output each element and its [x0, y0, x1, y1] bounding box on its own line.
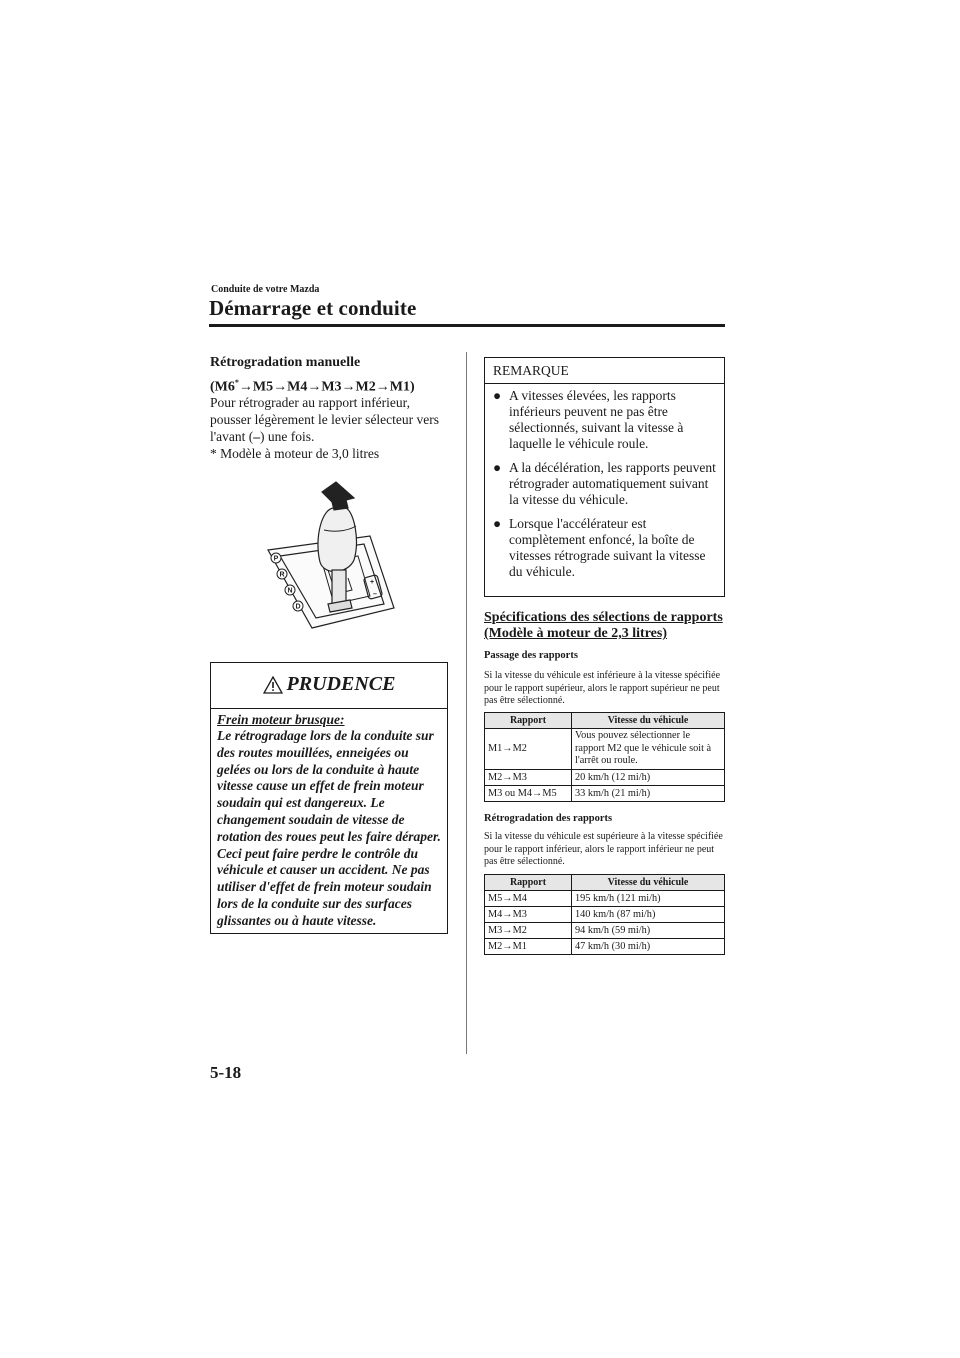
- gear-label-d: D: [295, 603, 301, 611]
- table-row: [485, 729, 725, 770]
- upshift-text: Si la vitesse du véhicule est inférieure à la vitesse spécifiée pour le rapport supérieur, alors le rapport supérieur ne peut pas être sélectionné.: [484, 670, 721, 706]
- caution-body: Le rétrogradage lors de la conduite sur des routes mouillées, enneigées ou gelées ou lors de la conduite à haute vitesse cause un effet de frein moteur soudain qui est dangereux. Le changement soudain de vitesse de rotation des roues peut les faire déraper. Ceci peut faire perdre le contrôle du véhicule et causer un accident. Ne pas utiliser d'effet de frein moteur soudain lors de la conduite sur des surfaces glissantes ou à haute vitesse.: [217, 728, 441, 928]
- page-title: Démarrage et conduite: [209, 296, 417, 320]
- speed-cell: 195 km/h (121 mi/h): [572, 891, 725, 907]
- spec-title-line1: Spécifications des sélections de rapports: [484, 610, 723, 625]
- gear-label-r: R: [279, 571, 285, 579]
- table-row: [485, 923, 725, 939]
- caution-box: [210, 662, 448, 934]
- upshift-table: [484, 712, 725, 802]
- note-item-text: Lorsque l'accélérateur est complètement enfoncé, la boîte de vitesses rétrograde suivant la vitesse du véhicule.: [509, 516, 706, 579]
- caution-separator: [211, 708, 447, 709]
- downshift-heading: Rétrogradation des rapports: [484, 813, 613, 824]
- column-header-gear: Rapport: [485, 713, 572, 729]
- manual-plus-label: +: [369, 579, 375, 586]
- caution-heading-text: PRUDENCE: [286, 673, 396, 695]
- instruction-after: ) une fois.: [260, 429, 315, 444]
- title-rule: [209, 324, 725, 327]
- column-header-gear: Rapport: [485, 875, 572, 891]
- page-number: 5-18: [210, 1063, 242, 1082]
- warning-triangle-icon: [263, 676, 283, 694]
- speed-cell: 94 km/h (59 mi/h): [572, 923, 725, 939]
- shift-lever-illustration: [262, 478, 398, 638]
- instruction-text: [210, 394, 450, 445]
- footnote: * Modèle à moteur de 3,0 litres: [210, 446, 380, 461]
- caution-heading: [211, 673, 447, 696]
- note-list: [493, 388, 719, 588]
- speed-cell: 47 km/h (30 mi/h): [572, 939, 725, 955]
- gear-cell: M5→M4: [485, 891, 572, 907]
- gear-label-n: N: [287, 587, 293, 595]
- table-header-row: [485, 713, 725, 729]
- bullet-icon: ●: [493, 516, 502, 531]
- column-header-speed: Vitesse du véhicule: [572, 875, 725, 891]
- downshift-text: Si la vitesse du véhicule est supérieure à la vitesse spécifiée pour le rapport inférieur, alors le rapport inférieur ne peut pas être sélectionné.: [484, 831, 723, 867]
- table-row: [485, 891, 725, 907]
- shift-sequence: [210, 378, 450, 396]
- sequence-footnote-mark: *: [234, 378, 239, 387]
- gear-cell: M2→M1: [485, 939, 572, 955]
- gear-cell: M3→M2: [485, 923, 572, 939]
- note-item: [493, 388, 719, 452]
- manual-minus-label: –: [373, 591, 377, 598]
- sequence-rest: →M5→M4→M3→M2→M1): [238, 379, 415, 395]
- gear-label-p: P: [273, 555, 279, 563]
- bullet-icon: ●: [493, 460, 502, 475]
- note-item: [493, 516, 719, 580]
- note-item-text: A la décélération, les rapports peuvent rétrograder automatiquement suivant la vitesse du véhicule.: [509, 460, 716, 507]
- table-row: [485, 939, 725, 955]
- column-header-speed: Vitesse du véhicule: [572, 713, 725, 729]
- instruction-before: Pour rétrograder au rapport inférieur, pousser légèrement le levier sélecteur vers l'avant (: [210, 395, 440, 444]
- sequence-prefix: (M6: [210, 379, 235, 395]
- note-item-text: A vitesses élevées, les rapports inférieurs peuvent ne pas être sélectionnés, suivant la vitesse à laquelle le véhicule roule.: [509, 388, 684, 451]
- note-heading: REMARQUE: [493, 363, 569, 378]
- downshift-table: [484, 874, 725, 955]
- speed-cell: Vous pouvez sélectionner le rapport M2 que le véhicule soit à l'arrêt ou roule.: [572, 729, 725, 770]
- table-row: [485, 785, 725, 801]
- minus-symbol: –: [253, 429, 261, 444]
- chapter-label: Conduite de votre Mazda: [211, 284, 320, 295]
- note-item: [493, 460, 719, 508]
- spec-title-line2: (Modèle à moteur de 2,3 litres): [484, 626, 667, 641]
- section-heading: Rétrogradation manuelle: [210, 355, 361, 370]
- caution-title: Frein moteur brusque:: [217, 712, 345, 727]
- speed-cell: 33 km/h (21 mi/h): [572, 785, 725, 801]
- gear-cell: M3 ou M4→M5: [485, 785, 572, 801]
- speed-cell: 20 km/h (12 mi/h): [572, 769, 725, 785]
- gear-cell: M2→M3: [485, 769, 572, 785]
- table-header-row: [485, 875, 725, 891]
- gear-cell: M1→M2: [485, 729, 572, 770]
- table-row: [485, 907, 725, 923]
- note-separator: [485, 383, 724, 384]
- column-divider: [466, 352, 467, 1054]
- bullet-icon: ●: [493, 388, 502, 403]
- upshift-heading: Passage des rapports: [484, 650, 578, 661]
- table-row: [485, 769, 725, 785]
- spec-title: [484, 610, 734, 642]
- speed-cell: 140 km/h (87 mi/h): [572, 907, 725, 923]
- gear-cell: M4→M3: [485, 907, 572, 923]
- note-box: [484, 357, 725, 597]
